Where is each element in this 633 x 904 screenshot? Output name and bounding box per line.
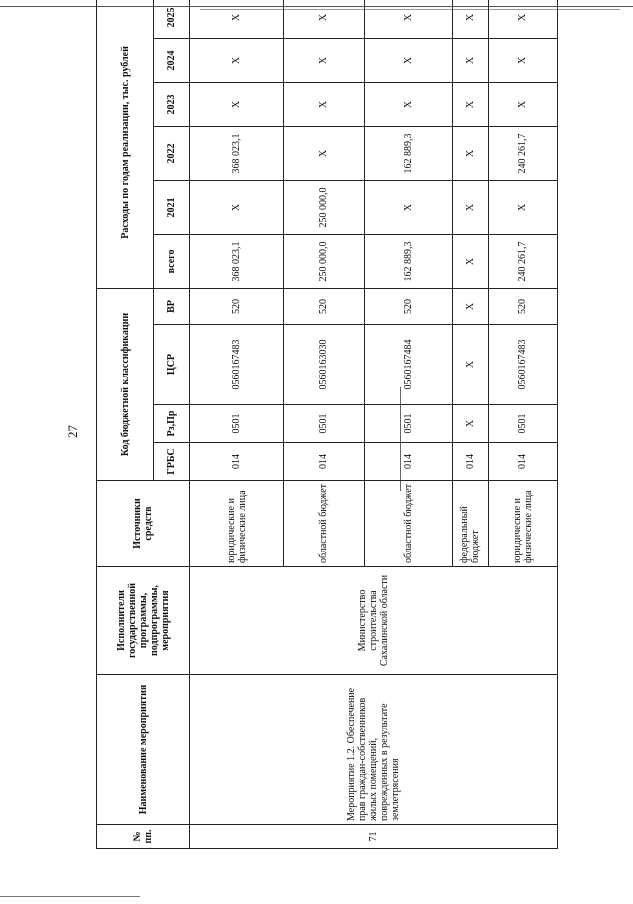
header-code-group: Код бюджетной классификации	[97, 288, 154, 480]
header-expenses-group: Расходы по годам реализации, тыс. рублей	[97, 0, 154, 288]
vr-cell: 520	[365, 288, 452, 324]
rzpr-cell: 0501	[190, 405, 283, 443]
y2025-cell: Х	[452, 0, 488, 38]
total-cell: 250 000,0	[283, 234, 364, 288]
vr-cell: Х	[452, 288, 488, 324]
source-cell: областной бюджет	[365, 481, 452, 567]
grbs-cell: 014	[488, 443, 557, 481]
y2021-cell: Х	[365, 180, 452, 234]
source-cell: федеральный бюджет	[452, 481, 488, 567]
executor-name: Министерство строительства Сахалинской области	[190, 567, 558, 675]
header-source: Источники средств	[97, 481, 190, 567]
total-cell: 162 889,3	[365, 234, 452, 288]
header-csr: ЦСР	[154, 325, 190, 405]
vr-cell: 520	[488, 288, 557, 324]
header-total: всего	[154, 234, 190, 288]
rzpr-cell: 0501	[283, 405, 364, 443]
table-row	[190, 0, 283, 849]
y2024-cell: Х	[452, 38, 488, 82]
total-cell: 368 023,1	[190, 234, 283, 288]
y2023-cell: Х	[365, 82, 452, 126]
header-2023: 2023	[154, 82, 190, 126]
y2022-cell: 240 261,7	[488, 126, 557, 180]
total-cell: Х	[452, 234, 488, 288]
y2021-cell: Х	[488, 180, 557, 234]
bottom-line	[0, 896, 140, 897]
measure-name: Мероприятие 1.2. Обеспечение прав граждан-собственников жилых помещений, поврежденных в результате землетрясения	[190, 675, 558, 825]
row-number: 71	[190, 825, 558, 849]
y2023-cell: Х	[452, 82, 488, 126]
header-2021: 2021	[154, 180, 190, 234]
budget-table	[96, 0, 558, 849]
vr-cell: 520	[283, 288, 364, 324]
header-2022: 2022	[154, 126, 190, 180]
y2024-cell: Х	[190, 38, 283, 82]
rzpr-cell: 0501	[365, 405, 452, 443]
vr-cell: 520	[190, 288, 283, 324]
y2024-cell: Х	[488, 38, 557, 82]
source-cell: областной бюджет	[283, 481, 364, 567]
grbs-cell: 014	[365, 443, 452, 481]
header-num: № пп.	[97, 825, 190, 849]
source-cell: юридические и физические лица	[488, 481, 557, 567]
total-cell: 240 261,7	[488, 234, 557, 288]
source-cell: юридические и физические лица	[190, 481, 283, 567]
y2022-cell: 162 889,3	[365, 126, 452, 180]
header-executor: Исполнители государственной программы, подпрограммы, мероприятия	[97, 567, 190, 675]
y2023-cell: Х	[283, 82, 364, 126]
y2025-cell: Х	[283, 0, 364, 38]
csr-cell: 0560167483	[190, 325, 283, 405]
rotated-table-wrapper	[96, 7, 558, 849]
header-2024: 2024	[154, 38, 190, 82]
csr-cell: 0560167484	[365, 325, 452, 405]
page-number: 27	[65, 425, 80, 438]
rzpr-cell: Х	[452, 405, 488, 443]
y2023-cell: Х	[190, 82, 283, 126]
y2022-cell: Х	[283, 126, 364, 180]
header-rzpr: Рз,Пр	[154, 405, 190, 443]
header-row-1	[97, 0, 154, 849]
y2021-cell: Х	[190, 180, 283, 234]
csr-cell: 0560163030	[283, 325, 364, 405]
y2022-cell: Х	[452, 126, 488, 180]
csr-cell: 0560167483	[488, 325, 557, 405]
y2024-cell: Х	[365, 38, 452, 82]
grbs-cell: 014	[452, 443, 488, 481]
grbs-cell: 014	[190, 443, 283, 481]
header-name: Наименование мероприятия	[97, 675, 190, 825]
csr-cell: Х	[452, 325, 488, 405]
rzpr-cell: 0501	[488, 405, 557, 443]
y2025-cell: Х	[488, 0, 557, 38]
y2023-cell: Х	[488, 82, 557, 126]
header-vr: ВР	[154, 288, 190, 324]
y2022-cell: 368 023,1	[190, 126, 283, 180]
y2024-cell: Х	[283, 38, 364, 82]
header-2025: 2025	[154, 0, 190, 38]
y2021-cell: Х	[452, 180, 488, 234]
y2021-cell: 250 000,0	[283, 180, 364, 234]
grbs-cell: 014	[283, 443, 364, 481]
header-grbs: ГРБС	[154, 443, 190, 481]
y2025-cell: Х	[365, 0, 452, 38]
y2025-cell: Х	[190, 0, 283, 38]
